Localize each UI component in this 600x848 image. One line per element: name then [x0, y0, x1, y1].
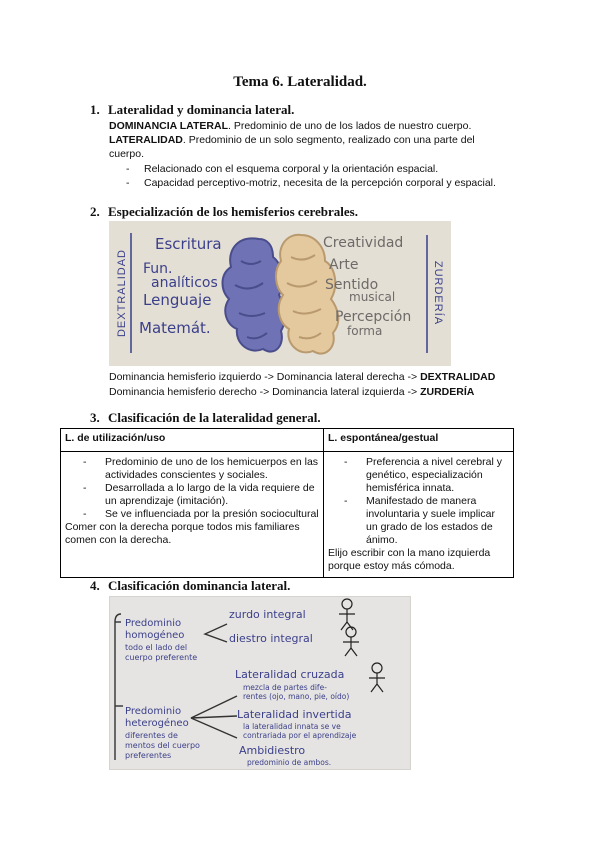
brain-left-item: analíticos: [151, 275, 218, 291]
s1-definition-2-cont: cuerpo.: [109, 148, 145, 160]
homo-desc-1: todo el lado del: [125, 643, 188, 652]
s2-dextralidad: DEXTRALIDAD: [420, 371, 496, 383]
section-1-number: 1.: [90, 102, 100, 117]
section-3-heading: [90, 410, 321, 426]
page-title: Tema 6. Lateralidad.: [233, 74, 367, 90]
brain-right-item: Sentido: [325, 277, 379, 293]
s1-bullet-text: Capacidad perceptivo-motriz, necesita de la percepción corporal y espacial.: [144, 177, 496, 189]
hetero-branch-cruzada: Lateralidad cruzada: [235, 668, 345, 681]
brain-right-item: forma: [347, 324, 383, 338]
section-1-title: Lateralidad y dominancia lateral.: [108, 102, 295, 117]
homo-branch-zurdo: zurdo integral: [229, 608, 306, 621]
hetero-title-1: Predominio: [125, 706, 182, 717]
hetero-desc-3: preferentes: [125, 751, 172, 760]
brain-left-item: Escritura: [155, 235, 222, 253]
s1-definition-2: [109, 133, 475, 147]
hetero-branch-ambidiestro: Ambidiestro: [239, 744, 306, 757]
list-item: - Manifestado de manera involuntaria y suele implicar un grado de los estados de ánimo.: [366, 495, 509, 547]
list-item: - Desarrollada a lo largo de la vida requiere de un aprendizaje (imitación).: [105, 482, 319, 508]
table-cell-espontanea: [324, 452, 514, 578]
term-dominancia-lateral: DOMINANCIA LATERAL: [109, 120, 228, 132]
brain-right-item: Percepción: [335, 309, 412, 325]
dominancia-diagram-photo: [109, 596, 411, 770]
term-lateralidad: LATERALIDAD: [109, 134, 183, 146]
homo-desc-2: cuerpo preferente: [125, 653, 198, 662]
section-3-title: Clasificación de la lateralidad general.: [108, 410, 321, 425]
brain-left-item: Fun.: [143, 261, 173, 277]
hetero-branch-invertida-desc-1: la lateralidad innata se ve: [243, 722, 341, 731]
homo-title-1: Predominio: [125, 618, 182, 629]
uso-list: [65, 456, 319, 521]
homo-title-2: homogéneo: [125, 630, 185, 641]
s1-definition-1: [109, 119, 471, 133]
hetero-branch-invertida-desc-2: contrariada por el aprendizaje: [243, 731, 357, 740]
list-item: - Preferencia a nivel cerebral y genético, especialización hemisférica innata.: [366, 456, 509, 495]
s1-bullet: - Capacidad perceptivo-motriz, necesita de la percepción corporal y espacial.: [126, 177, 496, 189]
table-header-espontanea: L. espontánea/gestual: [324, 429, 514, 452]
brain-hemispheres-photo: [109, 221, 451, 366]
section-2-heading: [90, 204, 358, 220]
list-item: - Predominio de uno de los hemicuerpos en las actividades conscientes y sociales.: [105, 456, 319, 482]
section-2-title: Especialización de los hemisferios cerebrales.: [108, 204, 358, 219]
brain-right-item: musical: [349, 290, 396, 304]
section-1-heading: [90, 102, 294, 118]
brain-left-item: Lenguaje: [143, 291, 212, 309]
brain-left-item: Matemát.: [139, 319, 211, 337]
espontanea-list: [328, 456, 509, 547]
brain-right-item: Arte: [329, 257, 359, 273]
table-header-row: [61, 429, 514, 452]
hetero-desc-1: diferentes de: [125, 731, 178, 740]
hetero-desc-2: mentos del cuerpo: [125, 741, 200, 750]
s2-line-1: [109, 370, 495, 384]
section-4-number: 4.: [90, 578, 100, 593]
brain-diagram: [109, 221, 451, 366]
table-header-uso: L. de utilización/uso: [61, 429, 324, 452]
def-dominancia-lateral: . Predominio de uno de los lados de nuestro cuerpo.: [228, 120, 472, 132]
hetero-branch-cruzada-desc-2: rentes (ojo, mano, pie, oído): [243, 692, 350, 701]
hetero-title-2: heterogéneo: [125, 718, 189, 729]
homo-branch-diestro: diestro integral: [229, 632, 313, 645]
zurderia-label: ZURDERÍA: [432, 260, 444, 326]
s2-line-2-text: Dominancia hemisferio derecho -> Dominancia lateral izquierda ->: [109, 386, 421, 398]
hetero-branch-cruzada-desc-1: mezcla de partes dife-: [243, 683, 327, 692]
hetero-branch-invertida: Lateralidad invertida: [237, 708, 352, 721]
section-4-title: Clasificación dominancia lateral.: [108, 578, 291, 593]
dextralidad-label: DEXTRALIDAD: [116, 248, 128, 338]
espontanea-example: Elijo escribir con la mano izquierda porque estoy más cómoda.: [328, 547, 491, 572]
lateralidad-table: [60, 428, 514, 578]
brain-right-item: Creatividad: [323, 235, 404, 251]
section-3-number: 3.: [90, 410, 100, 425]
dominancia-diagram: [109, 596, 411, 770]
s1-bullet: - Relacionado con el esquema corporal y la orientación espacial.: [126, 163, 439, 175]
s1-bullet-text: Relacionado con el esquema corporal y la orientación espacial.: [144, 163, 439, 175]
def-lateralidad: . Predominio de un solo segmento, realizado con una parte del: [182, 134, 475, 146]
list-item: - Se ve influenciada por la presión sociocultural: [105, 508, 319, 521]
table-cell-uso: [61, 452, 324, 578]
table-row: [61, 452, 514, 578]
section-4-heading: [90, 578, 290, 594]
s2-line-1-text: Dominancia hemisferio izquierdo -> Dominancia lateral derecha ->: [109, 371, 421, 383]
s2-line-2: [109, 385, 474, 399]
section-2-number: 2.: [90, 204, 100, 219]
s2-zurderia: ZURDERÍA: [420, 386, 475, 398]
uso-example: Comer con la derecha porque todos mis familiares comen con la derecha.: [65, 521, 300, 546]
hetero-branch-ambidiestro-desc: predominio de ambos.: [247, 758, 332, 767]
